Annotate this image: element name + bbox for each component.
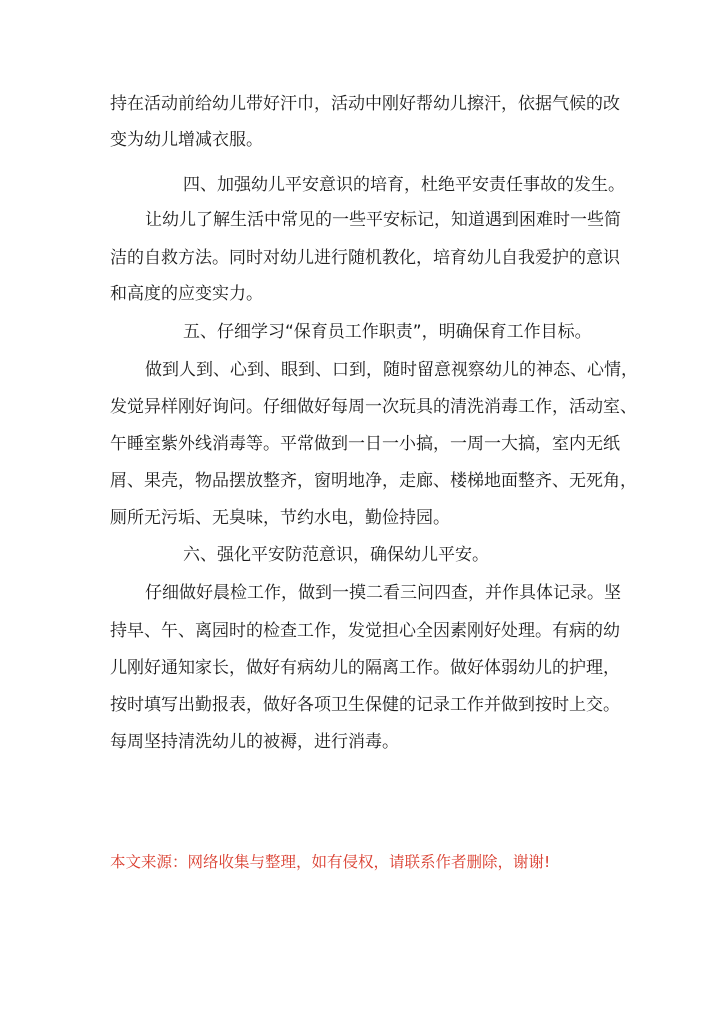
paragraph-line: 变为幼儿增减衣服。 <box>110 130 263 150</box>
paragraph-line: 厕所无污垢、无臭味，节约水电，勤俭持园。 <box>110 508 450 528</box>
paragraph-line: 屑、果壳，物品摆放整齐，窗明地净，走廊、楼梯地面整齐、无死角， <box>110 471 637 491</box>
section-heading-6: 六、强化平安防范意识，确保幼儿平安。 <box>183 545 489 565</box>
section-heading-4: 四、加强幼儿平安意识的培育，杜绝平安责任事故的发生。 <box>183 175 625 195</box>
paragraph-line: 每周坚持清洗幼儿的被褥，进行消毒。 <box>110 732 399 752</box>
paragraph-line: 持在活动前给幼儿带好汗巾，活动中刚好帮幼儿擦汗，依据气候的改 <box>110 94 620 114</box>
paragraph-line: 按时填写出勤报表，做好各项卫生保健的记录工作并做到按时上交。 <box>110 695 620 715</box>
paragraph-line: 儿刚好通知家长，做好有病幼儿的隔离工作。做好体弱幼儿的护理， <box>110 658 620 678</box>
source-note: 本文来源：网络收集与整理，如有侵权，请联系作者删除，谢谢! <box>110 853 551 871</box>
paragraph-line: 让幼儿了解生活中常见的一些平安标记，知道遇到困难时一些简 <box>145 210 621 230</box>
paragraph-line: 午睡室紫外线消毒等。平常做到一日一小搞，一周一大搞，室内无纸 <box>110 434 620 454</box>
paragraph-line: 仔细做好晨检工作，做到一摸二看三问四查，并作具体记录。坚 <box>145 583 621 603</box>
paragraph-line: 洁的自救方法。同时对幼儿进行随机教化，培育幼儿自我爱护的意识 <box>110 248 620 268</box>
section-heading-5: 五、仔细学习“保育员工作职责”，明确保育工作目标。 <box>183 322 592 342</box>
paragraph-line: 和高度的应变实力。 <box>110 284 263 304</box>
paragraph-line: 做到人到、心到、眼到、口到，随时留意视察幼儿的神态、心情， <box>145 360 638 380</box>
paragraph-line: 持早、午、离园时的检查工作，发觉担心全因素刚好处理。有病的幼 <box>110 621 620 641</box>
paragraph-line: 发觉异样刚好询问。仔细做好每周一次玩具的清洗消毒工作，活动室、 <box>110 397 637 417</box>
